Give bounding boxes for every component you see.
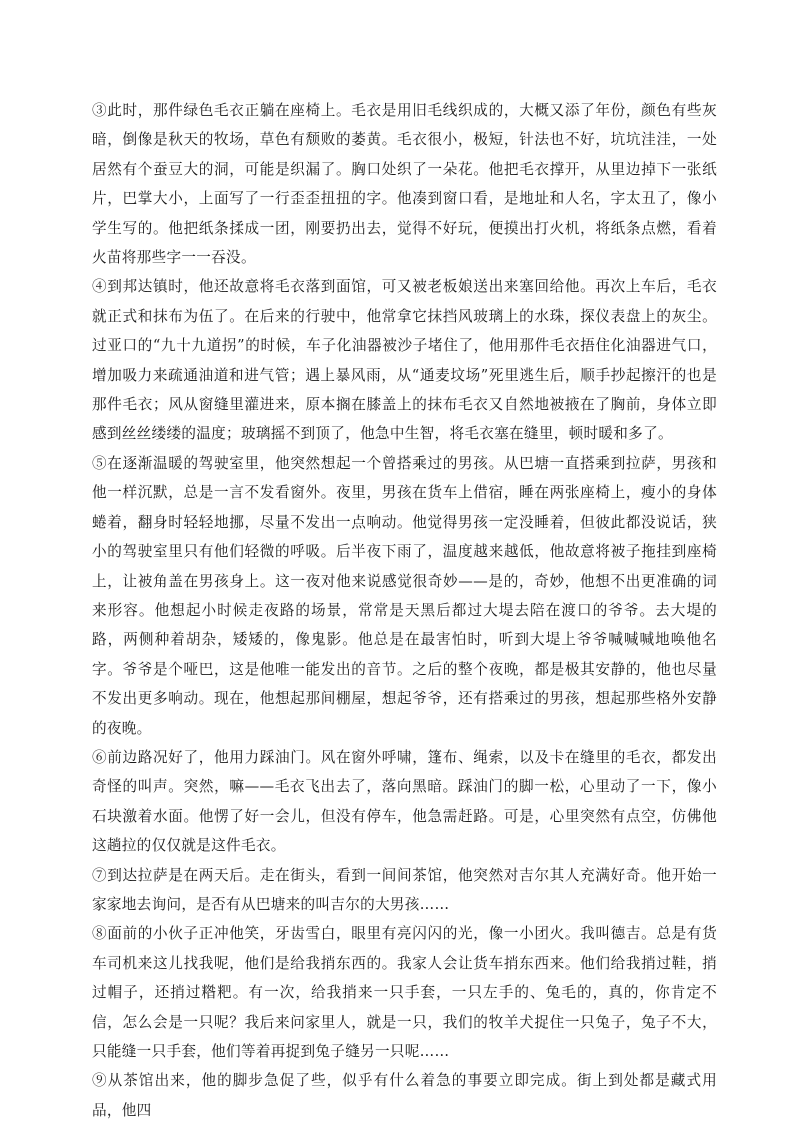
paragraph-4: ④到邦达镇时，他还故意将毛衣落到面馆，可又被老板娘送出来塞回给他。再次上车后，毛衣就正式和抹布为伍了。在后来的行驶中，他常拿它抹挡风玻璃上的水珠，探仪表盘上的灰尘。过亚口的“九十九道拐”的时候，车子化油器被沙子堵住了，他用那件毛衣捂住化油器进气口，增加吸力来疏通油道和进气管；遇上暴风雨，从“通麦坟场”死里逃生后，顺手抄起擦汗的也是那件毛衣；风从窗缝里灌进来，原本搁在膝盖上的抹布毛衣又自然地被掖在了胸前，身体立即感到丝丝缕缕的温度；玻璃摇不到顶了，他急中生智，将毛衣塞在缝里，顿时暖和多了。 [92,278,717,443]
paragraph-7: ⑦到达拉萨是在两天后。走在街头，看到一间间茶馆，他突然对吉尔其人充满好奇。他开始一家家地去询问，是否有从巴塘来的叫吉尔的大男孩…… [92,866,717,913]
paragraph-9: ⑨从茶馆出来，他的脚步急促了些，似乎有什么着急的事要立即完成。街上到处都是藏式用品，他四 [92,1072,717,1119]
document-page [92,96,717,1125]
paragraph-3: ③此时，那件绿色毛衣正躺在座椅上。毛衣是用旧毛线织成的，大概又添了年份，颜色有些灰暗，倒像是秋天的牧场，草色有颓败的萎黄。毛衣很小，极短，针法也不好，坑坑洼洼，一处居然有个蚕豆大的洞，可能是织漏了。胸口处织了一朵花。他把毛衣撑开，从里边掉下一张纸片，巴掌大小，上面写了一行歪歪扭扭的字。他凑到窗口看，是地址和人名，字太丑了，像小学生写的。他把纸条揉成一团，刚要扔出去，觉得不好玩，便摸出打火机，将纸条点燃，看着火苗将那些字一一吞没。 [92,102,717,267]
paragraph-6: ⑥前边路况好了，他用力踩油门。风在窗外呼啸，篷布、绳索，以及卡在缝里的毛衣，都发出奇怪的叫声。突然，嘛——毛衣飞出去了，落向黑暗。踩油门的脚一松，心里动了一下，像小石块激着水面。他愣了好一会儿，但没有停车，他急需赶路。可是，心里突然有点空，仿佛他这趟拉的仅仅就是这件毛衣。 [92,748,717,855]
paragraph-5: ⑤在逐渐温暖的驾驶室里，他突然想起一个曾搭乘过的男孩。从巴塘一直搭乘到拉萨，男孩和他一样沉默，总是一言不发看窗外。夜里，男孩在货车上借宿，睡在两张座椅上，瘦小的身体蜷着，翻身时轻轻地挪，尽量不发出一点响动。他觉得男孩一定没睡着，但彼此都没说话，狭小的驾驶室里只有他们轻微的呼吸。后半夜下雨了，温度越来越低，他故意将被子拖挂到座椅上，让被角盖在男孩身上。这一夜对他来说感觉很奇妙——是的，奇妙，他想不出更准确的词来形容。他想起小时候走夜路的场景，常常是天黑后都过大堤去陪在渡口的爷爷。去大堤的路，两侧种着胡杂，矮矮的，像鬼影。他总是在最害怕时，听到大堤上爷爷喊喊喊地唤他名字。爷爷是个哑巴，这是他唯一能发出的音节。之后的整个夜晚，都是极其安静的，他也尽量不发出更多响动。现在，他想起那间棚屋，想起爷爷，还有搭乘过的男孩，想起那些格外安静的夜晚。 [92,454,717,737]
paragraph-8: ⑧面前的小伙子正冲他笑，牙齿雪白，眼里有亮闪闪的光，像一小团火。我叫德吉。总是有货车司机来这儿找我呢，他们是给我捎东西的。我家人会让货车捎东西来。他们给我捎过鞋，捎过帽子，还捎过糌粑。有一次，给我捎来一只手套，一只左手的、兔毛的，真的，你肯定不信，怎么会是一只呢？我后来问家里人，就是一只，我们的牧羊犬捉住一只兔子，兔子不大，只能缝一只手套，他们等着再捉到兔子缝另一只呢…… [92,925,717,1060]
